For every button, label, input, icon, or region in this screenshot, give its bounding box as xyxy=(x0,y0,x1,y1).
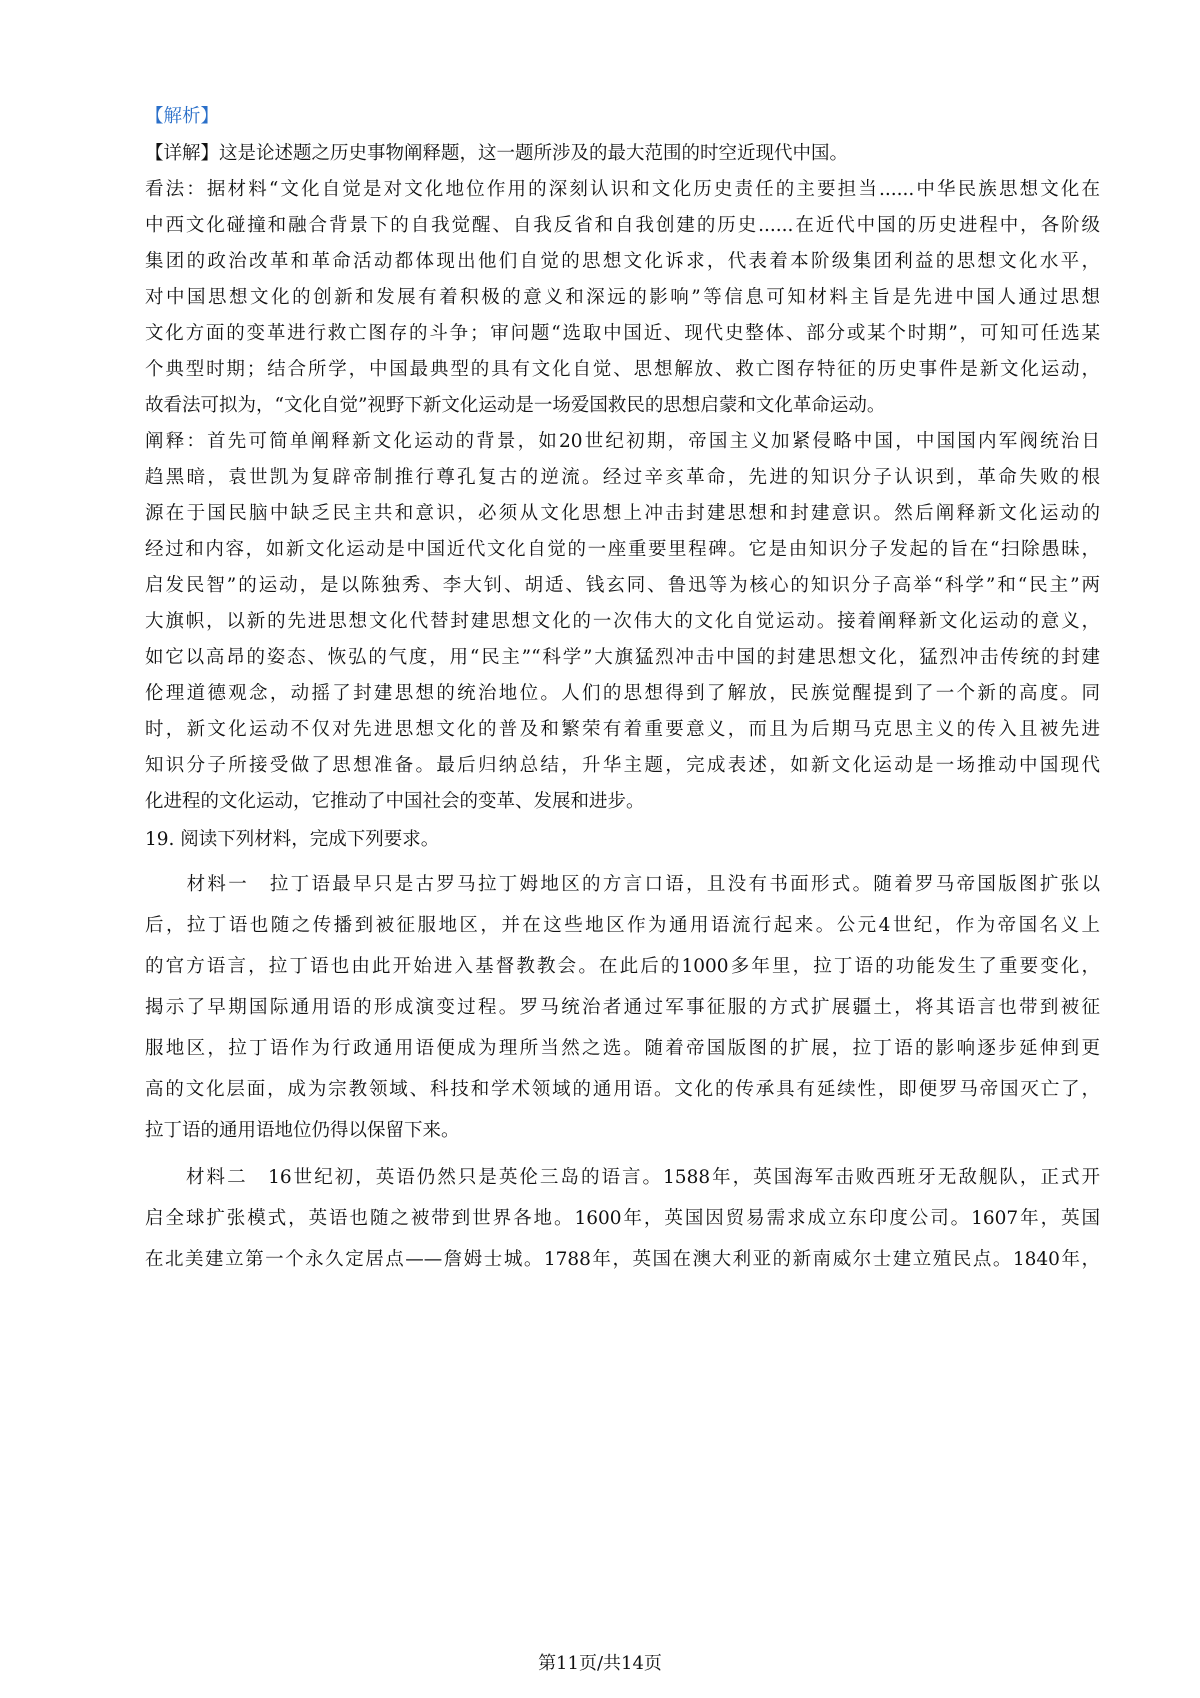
analysis-line: 启发民智”的运动，是以陈独秀、李大钊、胡适、钱玄同、鲁迅等为核心的知识分子高举“科学”和“民主”两 xyxy=(145,575,1100,596)
analysis-line: 时，新文化运动不仅对先进思想文化的普及和繁荣有着重要意义，而且为后期马克思主义的传入且被先进 xyxy=(145,719,1100,740)
analysis-line: 知识分子所接受做了思想准备。最后归纳总结，升华主题，完成表述，如新文化运动是一场推动中国现代 xyxy=(145,755,1100,776)
material-line: 材料一 拉丁语最早只是古罗马拉丁姆地区的方言口语，且没有书面形式。随着罗马帝国版图扩张以 xyxy=(145,874,1100,895)
analysis-line: 如它以高昂的姿态、恢弘的气度，用“民主”“科学”大旗猛烈冲击中国的封建思想文化，猛烈冲击传统的封建 xyxy=(145,647,1100,668)
material-line: 在北美建立第一个永久定居点——詹姆士城。1788年，英国在澳大利亚的新南威尔士建立殖民点。1840年， xyxy=(145,1249,1100,1270)
analysis-line: 经过和内容，如新文化运动是中国近代文化自觉的一座重要里程碑。它是由知识分子发起的旨在“扫除愚昧， xyxy=(145,539,1100,560)
analysis-line: 阐释：首先可简单阐释新文化运动的背景，如20世纪初期，帝国主义加紧侵略中国，中国国内军阀统治日 xyxy=(145,431,1100,452)
analysis-line: 源在于国民脑中缺乏民主共和意识，必须从文化思想上冲击封建思想和封建意识。然后阐释新文化运动的 xyxy=(145,503,1100,524)
analysis-line: 化进程的文化运动，它推动了中国社会的变革、发展和进步。 xyxy=(145,791,645,812)
analysis-body xyxy=(145,136,1100,820)
material-line: 高的文化层面，成为宗教领域、科技和学术领域的通用语。文化的传承具有延续性，即便罗马帝国灭亡了， xyxy=(145,1079,1100,1100)
material-one xyxy=(145,864,1100,1151)
material-line: 的官方语言，拉丁语也由此开始进入基督教教会。在此后的1000多年里，拉丁语的功能发生了重要变化， xyxy=(145,956,1100,977)
page-number: 第11页/共14页 xyxy=(538,1653,662,1674)
analysis-line: 文化方面的变革进行救亡图存的斗争；审问题“选取中国近、现代史整体、部分或某个时期”，可知可任选某 xyxy=(145,323,1100,344)
analysis-line: 个典型时期；结合所学，中国最典型的具有文化自觉、思想解放、救亡图存特征的历史事件是新文化运动， xyxy=(145,359,1100,380)
analysis-line: 对中国思想文化的创新和发展有着积极的意义和深远的影响”等信息可知材料主旨是先进中国人通过思想 xyxy=(145,287,1100,308)
material-two xyxy=(145,1157,1100,1280)
material-line: 揭示了早期国际通用语的形成演变过程。罗马统治者通过军事征服的方式扩展疆土，将其语言也带到被征 xyxy=(145,997,1100,1018)
page-content xyxy=(145,98,1100,1280)
analysis-line: 伦理道德观念，动摇了封建思想的统治地位。人们的思想得到了解放，民族觉醒提到了一个新的高度。同 xyxy=(145,683,1100,704)
analysis-line: 故看法可拟为，“文化自觉”视野下新文化运动是一场爱国救民的思想启蒙和文化革命运动。 xyxy=(145,395,886,416)
material-line: 服地区，拉丁语作为行政通用语便成为理所当然之选。随着帝国版图的扩展，拉丁语的影响逐步延伸到更 xyxy=(145,1038,1100,1059)
analysis-line: 集团的政治改革和革命活动都体现出他们自觉的思想文化诉求，代表着本阶级集团利益的思想文化水平， xyxy=(145,251,1100,272)
analysis-heading: 【解析】 xyxy=(145,106,220,127)
material-line: 后，拉丁语也随之传播到被征服地区，并在这些地区作为通用语流行起来。公元4世纪，作为帝国名义上 xyxy=(145,915,1100,936)
analysis-line: 中西文化碰撞和融合背景下的自我觉醒、自我反省和自我创建的历史......在近代中国的历史进程中，各阶级 xyxy=(145,215,1100,236)
question-prompt: 19. 阅读下列材料，完成下列要求。 xyxy=(145,829,440,850)
material-line: 拉丁语的通用语地位仍得以保留下来。 xyxy=(145,1120,460,1141)
analysis-line: 趋黑暗，袁世凯为复辟帝制推行尊孔复古的逆流。经过辛亥革命，先进的知识分子认识到，革命失败的根 xyxy=(145,467,1100,488)
analysis-line: 【详解】这是论述题之历史事物阐释题，这一题所涉及的最大范围的时空近现代中国。 xyxy=(145,143,849,164)
material-line: 启全球扩张模式，英语也随之被带到世界各地。1600年，英国因贸易需求成立东印度公司。1607年，英国 xyxy=(145,1208,1100,1229)
analysis-line: 大旗帜，以新的先进思想文化代替封建思想文化的一次伟大的文化自觉运动。接着阐释新文化运动的意义， xyxy=(145,611,1100,632)
material-line: 材料二 16世纪初，英语仍然只是英伦三岛的语言。1588年，英国海军击败西班牙无敌舰队，正式开 xyxy=(145,1167,1100,1188)
analysis-line: 看法：据材料“文化自觉是对文化地位作用的深刻认识和文化历史责任的主要担当......中华民族思想文化在 xyxy=(145,179,1100,200)
